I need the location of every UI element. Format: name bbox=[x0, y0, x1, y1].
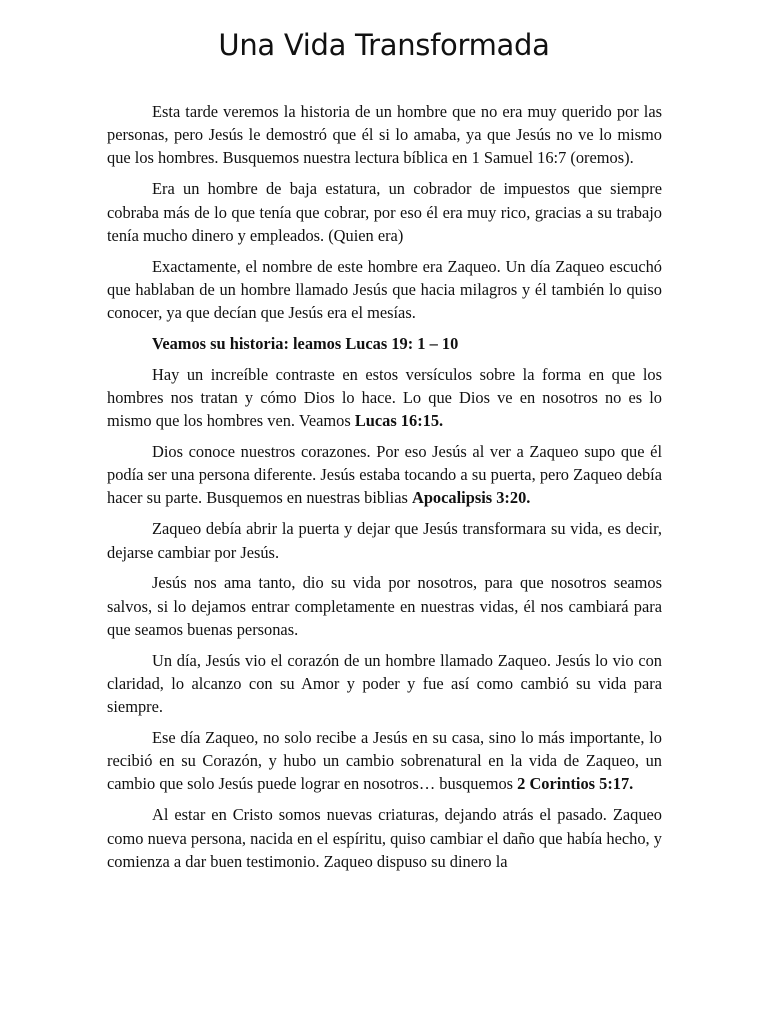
paragraph bbox=[107, 177, 662, 247]
bible-reference: Veamos su historia: leamos Lucas 19: 1 – 10 bbox=[152, 333, 459, 353]
paragraph-text: Esta tarde veremos la historia de un hombre que no era muy querido por las personas, pero Jesús le demostró que él si lo amaba, ya que Jesús no ve lo mismo que los hombres. Busquemos nuestra lectura bíblica en 1 Samuel 16:7 (oremos). bbox=[107, 102, 662, 168]
document-title: Una Vida Transformada bbox=[218, 28, 550, 62]
paragraph bbox=[107, 803, 662, 873]
paragraph bbox=[107, 440, 662, 510]
paragraph-text: Dios conoce nuestros corazones. Por eso Jesús al ver a Zaqueo supo que él podía ser una persona diferente. Jesús estaba tocando a su puerta, pero Zaqueo debía hacer su parte. Busquemos en nuestras biblias bbox=[107, 442, 662, 508]
bible-reference: 2 Corintios 5:17. bbox=[517, 774, 634, 794]
paragraph bbox=[107, 649, 662, 719]
paragraph bbox=[107, 100, 662, 170]
paragraph-text: Era un hombre de baja estatura, un cobrador de impuestos que siempre cobraba más de lo que tenía que cobrar, por eso él era muy rico, gracias a su trabajo tenía mucho dinero y empleados. (Quien era) bbox=[107, 179, 662, 245]
paragraph bbox=[107, 255, 662, 325]
paragraph bbox=[107, 571, 662, 641]
paragraph-text: Zaqueo debía abrir la puerta y dejar que Jesús transformara su vida, es decir, dejarse cambiar por Jesús. bbox=[107, 519, 662, 562]
paragraph-text: Ese día Zaqueo, no solo recibe a Jesús en su casa, sino lo más importante, lo recibió en su Corazón, y hubo un cambio sobrenatural en la vida de Zaqueo, un cambio que solo Jesús puede lograr en nosotros… busquemos bbox=[107, 728, 662, 794]
bible-reference: Apocalipsis 3:20. bbox=[411, 488, 531, 508]
paragraph bbox=[107, 726, 662, 796]
document-body bbox=[107, 100, 662, 881]
paragraph bbox=[107, 332, 662, 355]
paragraph-text: Al estar en Cristo somos nuevas criaturas, dejando atrás el pasado. Zaqueo como nueva persona, nacida en el espíritu, quiso cambiar el daño que había hecho, y comienza a dar buen testimonio. Zaqueo dispuso su dinero la bbox=[107, 805, 662, 871]
paragraph-text: Un día, Jesús vio el corazón de un hombre llamado Zaqueo. Jesús lo vio con claridad, lo alcanzo con su Amor y poder y fue así como cambió su vida para siempre. bbox=[107, 650, 662, 717]
paragraph bbox=[107, 517, 662, 563]
paragraph bbox=[107, 363, 662, 433]
bible-reference: Lucas 16:15. bbox=[354, 411, 444, 431]
paragraph-text: Exactamente, el nombre de este hombre era Zaqueo. Un día Zaqueo escuchó que hablaban de un hombre llamado Jesús que hacia milagros y él también lo quiso conocer, ya que decían que Jesús era el mesías. bbox=[107, 256, 662, 322]
paragraph-text: Hay un increíble contraste en estos versículos sobre la forma en que los hombres nos tratan y cómo Dios lo hace. Lo que Dios ve en nosotros no es lo mismo que los hombres ven. Veamos bbox=[107, 364, 662, 431]
paragraph-text: Jesús nos ama tanto, dio su vida por nosotros, para que nosotros seamos salvos, si lo dejamos entrar completamente en nuestras vidas, él nos cambiará para que seamos buenas personas. bbox=[107, 573, 662, 639]
